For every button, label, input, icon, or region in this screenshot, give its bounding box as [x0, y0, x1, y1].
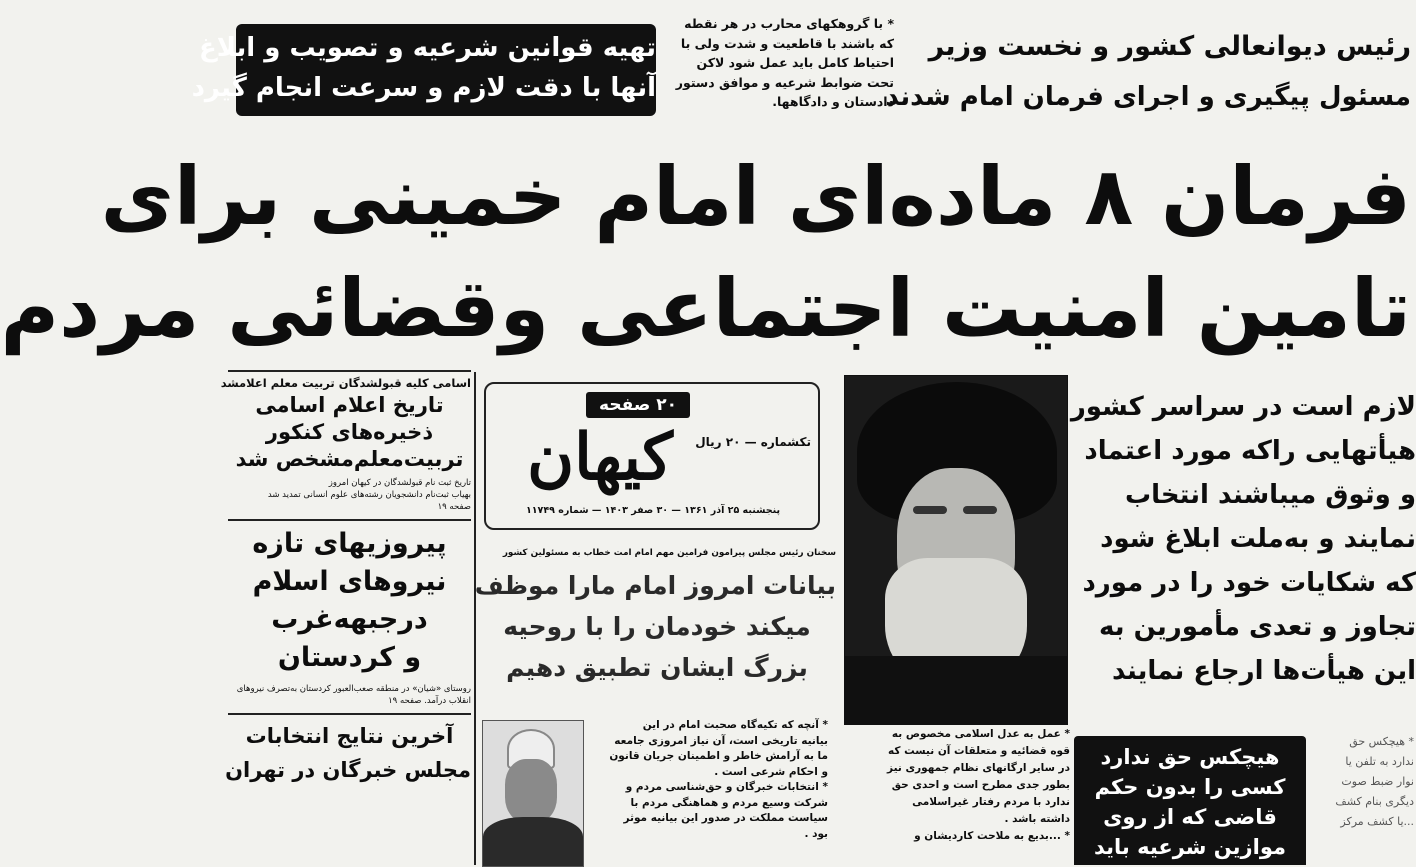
left-story3-title — [225, 719, 471, 787]
center-body — [588, 718, 828, 842]
top-note-line: * با گروهکهای محارب در هر نقطه — [684, 16, 894, 31]
right-lead-line: این هیأت‌ها ارجاع نمایند — [1111, 656, 1416, 686]
right-box-line: موازین شرعیه باید — [1093, 835, 1286, 859]
right-side-line: دیگری بنام کشف — [1335, 795, 1414, 808]
center-body-line: * انتخابات خبرگان و حق‌شناسی مردم و — [625, 781, 828, 793]
center-title-line: بیانات امروز امام مارا موظف — [474, 571, 836, 600]
left-bullet: بهیاب ثبت‌نام دانشجویان رشته‌های علوم انسانی تمدید شد — [267, 490, 471, 500]
photo-caption-line: بطور جدی مطرح است و احدی حق — [891, 779, 1070, 791]
center-body-line: بود . — [804, 827, 828, 840]
left-story1-title-line: ذخیره‌های کنکور — [265, 420, 434, 444]
left-kicker: اسامی کلیه قبولشدگان تربیت معلم اعلامشد — [220, 376, 471, 390]
right-box-line: قاضی که از روی — [1103, 805, 1277, 829]
masthead — [484, 382, 820, 530]
left-story1-title-line: تاریخ اعلام اسامی — [255, 393, 444, 417]
left-story3-title-line: مجلس خبرگان در تهران — [225, 758, 471, 782]
left-story2-title-line: نیروهای اسلام — [252, 566, 447, 597]
masthead-pages-badge: ۲۰ صفحه — [586, 392, 690, 418]
left-bullet: تاریخ ثبت نام قبولشدگان در کیهان امروز — [328, 478, 471, 488]
left-story2-title-line: درجبهه‌غرب — [271, 604, 428, 635]
photo-caption-line: * ...بدیع به ملاحت کاردیشان و — [914, 830, 1070, 842]
main-headline-line-1: فرمان ۸ ماده‌ای امام خمینی برای — [100, 150, 1411, 243]
top-right-subhead-line-2: مسئول پیگیری و اجرای فرمان امام شدند — [885, 82, 1411, 112]
right-side-note — [1312, 732, 1414, 832]
left-story2-title — [228, 525, 471, 677]
top-left-headline-line-1: تهیه قوانین شرعیه و تصویب و ابلاغ — [199, 33, 656, 63]
center-story — [474, 545, 836, 688]
left-story2-title-line: و کردستان — [277, 642, 422, 673]
center-body-line: بیانیه تاریخی است، آن نیاز امروزی جامعه — [614, 734, 828, 747]
top-middle-note — [664, 14, 894, 112]
masthead-logo: کیهان — [527, 420, 673, 495]
photo-caption-line: * عمل به عدل اسلامی مخصوص به — [891, 728, 1070, 740]
right-box-line: کسی را بدون حکم — [1094, 775, 1286, 799]
top-left-headline-box — [191, 24, 656, 116]
main-headline-line-2: تامین امنیت اجتماعی وقضائی مردم — [0, 262, 1411, 355]
right-side-line: ...یا کشف مرکز — [1340, 815, 1414, 828]
main-headline — [0, 138, 1411, 362]
photo-caption-line: ندارد با مردم رفتار غیراسلامی — [912, 796, 1070, 808]
top-note-line: دادستان و دادگاهها. — [772, 94, 894, 109]
column-divider — [474, 372, 476, 865]
top-note-line: احتیاط کامل باید عمل شود لاکن — [696, 55, 894, 70]
top-left-headline-line-2: آنها با دقت لازم و سرعت انجام گیرد — [191, 73, 656, 103]
photo-caption-line: قوه قضائیه و متعلقات آن نیست که — [888, 745, 1070, 757]
right-lead-line: تجاوز و تعدی مأمورین به — [1099, 612, 1416, 642]
top-right-subhead — [885, 22, 1411, 122]
left-story2-note: روستای «شیان» در منطقه صعب‌العبور کردستان به‌تصرف نیروهای انقلاب درآمد. صفحه ۱۹ — [236, 684, 471, 706]
right-lead-line: نمایند و به‌ملت ابلاغ شود — [1100, 524, 1416, 554]
right-lead-line: لازم است در سراسر کشور — [1070, 392, 1416, 422]
photo-caption — [834, 726, 1070, 845]
left-column — [220, 370, 471, 865]
center-body-line: سیاست مملکت در صدور این بیانیه موثر — [623, 812, 828, 824]
center-title-line: میکند خودمان را با روحیه — [503, 612, 811, 641]
portrait-photo — [844, 375, 1068, 725]
top-right-subhead-line-1: رئیس دیوانعالی کشور و نخست وزیر — [928, 31, 1411, 62]
masthead-date: پنجشنبه ۲۵ آذر ۱۳۶۱ — ۳۰ صفر ۱۴۰۳ — شماره ۱۱۷۴۹ — [525, 505, 781, 516]
right-column-lead — [1070, 385, 1416, 693]
right-side-line: * هیچکس حق — [1349, 735, 1414, 748]
center-body-line: ما به آرامش خاطر و اطمینان جریان قانون — [609, 750, 828, 762]
right-lead-line: و وثوق میباشند انتخاب — [1125, 480, 1416, 510]
top-note-line: که باشند با قاطعیت و شدت ولی با — [680, 35, 894, 51]
right-lead-line: که شکایات خود را در مورد — [1082, 568, 1416, 598]
center-title-line: بزرگ ایشان تطبیق دهیم — [506, 653, 808, 682]
center-body-line: و احکام شرعی است . — [714, 765, 828, 778]
right-box-line: هیچکس حق ندارد — [1100, 745, 1280, 769]
right-side-line: نوار ضبط صوت — [1341, 775, 1414, 788]
center-body-line: * آنچه که تکیه‌گاه صحبت امام در این — [642, 719, 828, 731]
speaker-photo — [482, 720, 584, 867]
right-bottom-box — [1074, 736, 1306, 865]
photo-caption-line: در سایر ارگانهای نظام جمهوری نیز — [887, 762, 1070, 774]
center-body-line: شرکت وسیع مردم و هماهنگی مردم با — [630, 796, 828, 809]
left-story1-title — [228, 392, 471, 473]
center-kicker: سخنان رئیس مجلس پیرامون فرامین مهم امام امت خطاب به مسئولین کشور — [502, 548, 836, 558]
right-side-line: ندارد به تلفن یا — [1345, 755, 1414, 768]
left-story2-title-line: پیروزیهای تازه — [252, 528, 447, 559]
right-lead-line: هیأتهایی راکه مورد اعتماد — [1084, 436, 1416, 466]
photo-caption-line: داشته باشد . — [1004, 813, 1070, 825]
left-story3-title-line: آخرین نتایج انتخابات — [245, 724, 454, 748]
masthead-price: تکشماره — ۲۰ ریال — [695, 435, 811, 449]
left-story1-title-line: تربیت‌معلم‌مشخص شد — [235, 447, 464, 471]
top-note-line: تحت ضوابط شرعیه و موافق دستور — [675, 74, 894, 90]
left-bullet: صفحه ۱۹ — [437, 502, 471, 512]
center-title — [474, 565, 836, 688]
